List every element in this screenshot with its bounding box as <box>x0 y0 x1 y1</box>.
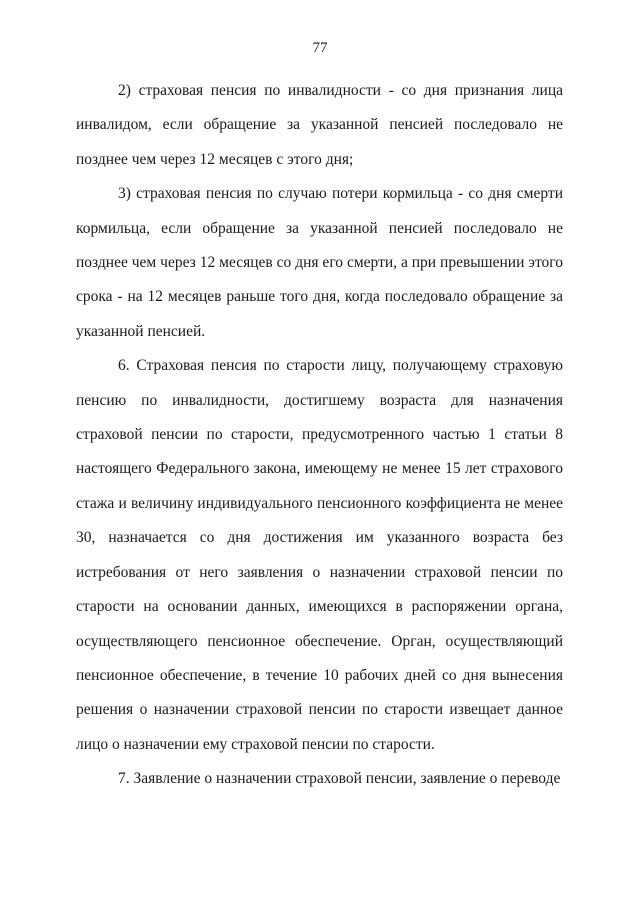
paragraph-item-2: 2) страховая пенсия по инвалидности - со дня признания лица инвалидом, если обращение за указанной пенсией последовало не позднее чем через 12 месяцев с этого дня; <box>76 82 563 168</box>
paragraph-item-3: 3) страховая пенсия по случаю потери кормильца - со дня смерти кормильца, если обращение за указанной пенсией последовало не позднее чем через 12 месяцев со дня его смерти, а при превышении этого срока - на 12 месяцев раньше того дня, когда последовало обращение за указанной пенсией. <box>76 185 563 340</box>
document-body <box>76 74 563 797</box>
page-number: 77 <box>312 40 328 56</box>
paragraph-part-6: 6. Страховая пенсия по старости лицу, получающему страховую пенсию по инвалидности, достигшему возраста для назначения страховой пенсии по старости, предусмотренного частью 1 статьи 8 настоящего Федерального закона, имеющему не менее 15 лет страхового стажа и величину индивидуального пенсионного коэффициента не менее 30, назначается со дня достижения им указанного возраста без истребования от него заявления о назначении страховой пенсии по старости на основании данных, имеющихся в распоряжении органа, осуществляющего пенсионное обеспечение. Орган, осуществляющий пенсионное обеспечение, в течение 10 рабочих дней со дня вынесения решения о назначении страховой пенсии по старости извещает данное лицо о назначении ему страховой пенсии по старости. <box>76 357 563 753</box>
paragraph-part-7: 7. Заявление о назначении страховой пенсии, заявление о переводе <box>118 770 561 788</box>
